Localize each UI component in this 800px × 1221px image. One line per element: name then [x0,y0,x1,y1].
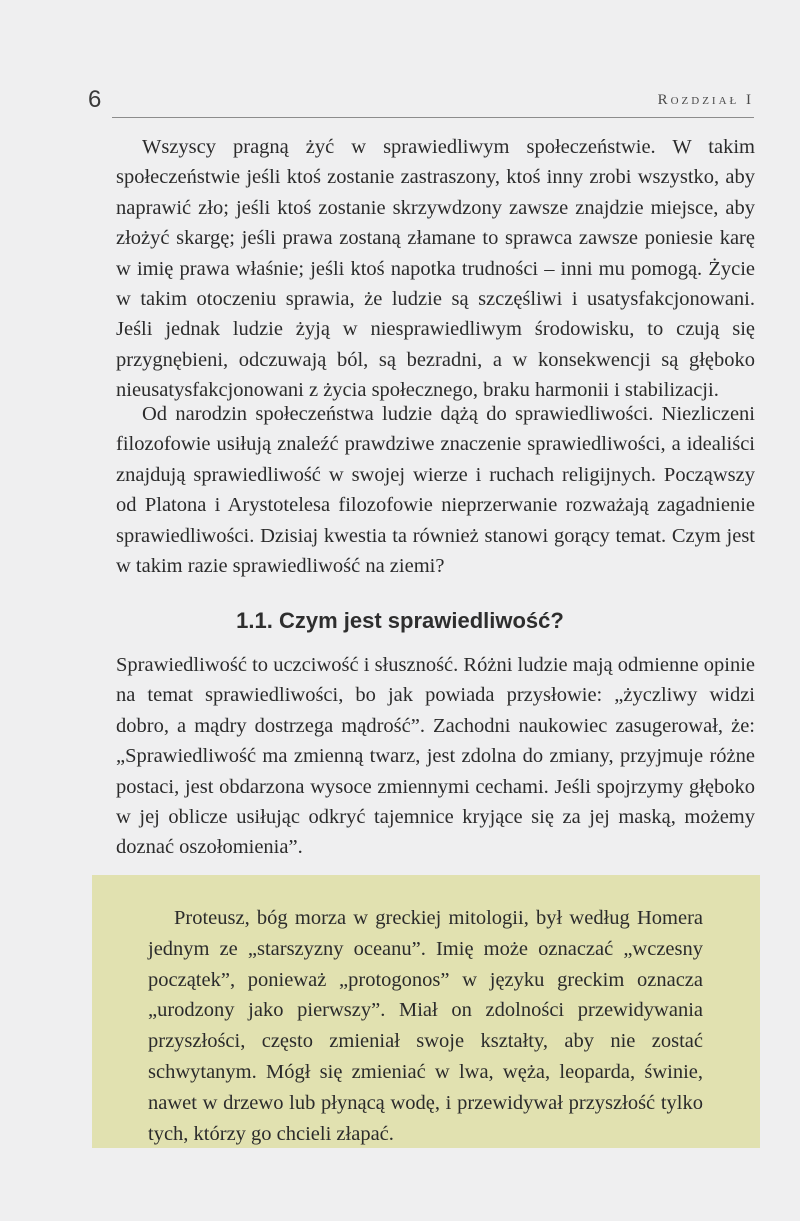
box-text: Proteusz, bóg morza w greckiej mitologii, był według Homera jednym ze „starszyzny oceanu”. Imię może oznaczać „wczesny początek”, ponieważ „protogonos” w języku greckim oznacza „urodzony jako pierwszy”. Miał on zdolności przewidywania przyszłości, często zmieniał swoje kształty, aby nie zostać schwytanym. Mógł się zmieniać w lwa, węża, leoparda, świnie, nawet w drzewo lub płynącą wodę, i przewidywał przyszłość tylko tych, którzy go chcieli złapać. [148,907,703,1145]
running-head: Rozdział I [657,92,754,108]
section-title: 1.1. Czym jest sprawiedliwość? [236,608,564,633]
highlight-box [92,875,760,1148]
page-number: 6 [88,86,102,113]
paragraph-1: Wszyscy pragną żyć w sprawiedliwym społeczeństwie. W takim społeczeństwie jeśli ktoś zostanie zastraszony, ktoś inny zrobi wszystko, aby naprawić zło; jeśli ktoś zostanie skrzywdzony zawsze znajdzie miejsce, aby złożyć skargę; jeśli prawa zostaną złamane to sprawca zawsze poniesie karę w imię prawa właśnie; jeśli ktoś napotka trudności – inni mu pomogą. Życie w takim otoczeniu sprawia, że ludzie są szczęśliwi i usatysfakcjonowani. Jeśli jednak ludzie żyją w niesprawiedliwym środowisku, to czują się przygnębieni, odczuwają ból, są bezradni, a w konsekwencji są głęboko nieusatysfakcjonowani z życia społecznego, braku harmonii i stabilizacji. [116,136,755,402]
page-header [88,86,754,116]
paragraph-2: Od narodzin społeczeństwa ludzie dążą do sprawiedliwości. Niezliczeni filozofowie usiłują znaleźć prawdziwe znaczenie sprawiedliwości, a idealiści znajdują sprawiedliwość w swojej wierze i ruchach religijnych. Począwszy od Platona i Arystotelesa filozofowie nieprzerwanie rozważają zagadnienie sprawiedliwości. Dzisiaj kwestia ta również stanowi gorący temat. Czym jest w takim razie sprawiedliwość na ziemi? [116,403,755,578]
paragraph-3: Sprawiedliwość to uczciwość i słuszność. Różni ludzie mają odmienne opinie na temat sprawiedliwości, bo jak powiada przysłowie: „życzliwy widzi dobro, a mądry dostrzega mądrość”. Zachodni naukowiec zasugerował, że: „Sprawiedliwość ma zmienną twarz, jest zdolna do zmiany, przyjmuje różne postaci, jest obdarzona wysoce zmiennymi cechami. Jeśli spojrzymy głęboko w jej oblicze usiłując odkryć tajemnice kryjące się za jej maską, możemy doznać oszołomienia”. [116,654,755,859]
header-rule [112,117,754,118]
